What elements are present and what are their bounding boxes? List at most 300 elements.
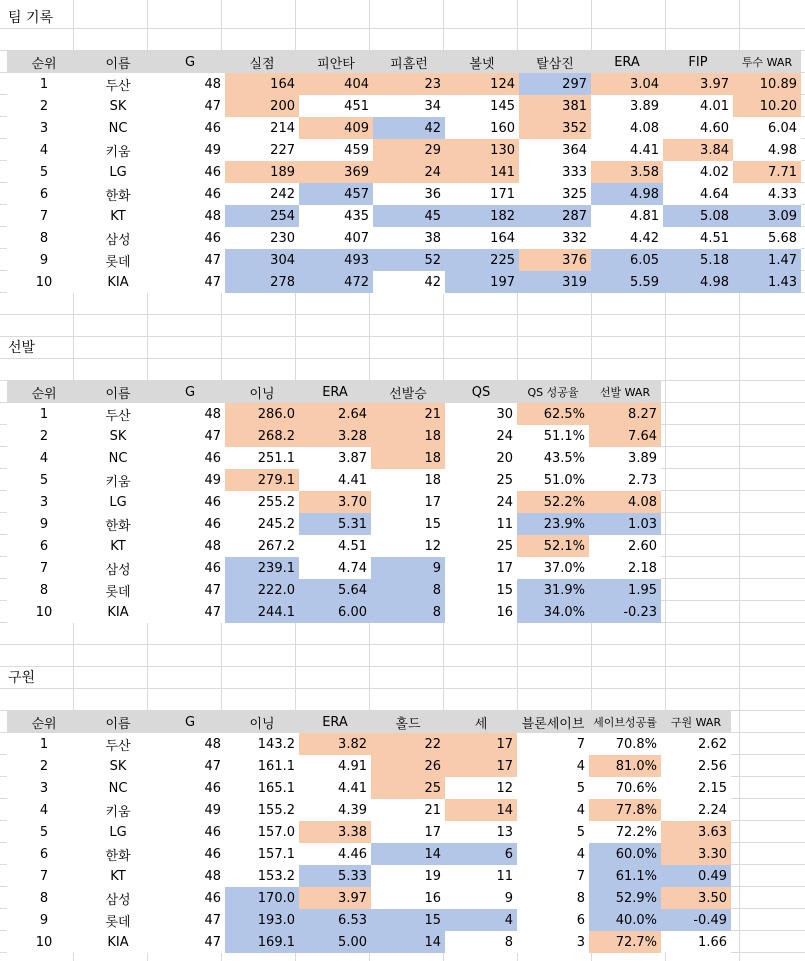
stat-cell[interactable]: 61.1% [589, 865, 661, 887]
stat-cell[interactable]: 2.62 [661, 733, 731, 755]
stat-cell[interactable]: 47 [155, 425, 225, 447]
team-name-cell[interactable]: 키움 [81, 139, 155, 161]
stat-cell[interactable]: -0.49 [661, 909, 731, 931]
stat-cell[interactable]: 47 [155, 249, 225, 271]
stat-cell[interactable]: 8 [371, 601, 445, 623]
rank-cell[interactable]: 9 [7, 513, 81, 535]
column-header[interactable]: ERA [299, 711, 371, 733]
team-name-cell[interactable]: 삼성 [81, 887, 155, 909]
stat-cell[interactable]: 225 [445, 249, 519, 271]
stat-cell[interactable]: 19 [371, 865, 445, 887]
stat-cell[interactable]: 46 [155, 821, 225, 843]
stat-cell[interactable]: 1.95 [589, 579, 661, 601]
stat-cell[interactable]: 364 [519, 139, 591, 161]
team-name-cell[interactable]: SK [81, 425, 155, 447]
stat-cell[interactable]: 297 [519, 73, 591, 95]
rank-cell[interactable]: 8 [7, 579, 81, 601]
stat-cell[interactable]: 49 [155, 469, 225, 491]
stat-cell[interactable]: 457 [299, 183, 373, 205]
team-name-cell[interactable]: SK [81, 95, 155, 117]
stat-cell[interactable]: 40.0% [589, 909, 661, 931]
stat-cell[interactable]: 404 [299, 73, 373, 95]
column-header[interactable]: 볼넷 [445, 51, 519, 73]
column-header[interactable]: 선발 WAR [589, 381, 661, 403]
team-name-cell[interactable]: KIA [81, 931, 155, 953]
stat-cell[interactable]: 47 [155, 931, 225, 953]
column-header[interactable]: ERA [299, 381, 371, 403]
stat-cell[interactable]: 255.2 [225, 491, 299, 513]
stat-cell[interactable]: 409 [299, 117, 373, 139]
stat-cell[interactable]: 4.41 [299, 777, 371, 799]
stat-cell[interactable]: 278 [225, 271, 299, 293]
stat-cell[interactable]: 15 [371, 513, 445, 535]
rank-cell[interactable]: 10 [7, 931, 81, 953]
stat-cell[interactable]: 157.1 [225, 843, 299, 865]
stat-cell[interactable]: 4.02 [663, 161, 733, 183]
column-header[interactable]: 실점 [225, 51, 299, 73]
stat-cell[interactable]: 15 [445, 579, 517, 601]
stat-cell[interactable]: 47 [155, 601, 225, 623]
stat-cell[interactable]: 18 [371, 447, 445, 469]
stat-cell[interactable]: 3.89 [591, 95, 663, 117]
stat-cell[interactable]: 5 [517, 777, 589, 799]
stat-cell[interactable]: 29 [373, 139, 445, 161]
stat-cell[interactable]: 12 [371, 535, 445, 557]
column-header[interactable]: 이름 [81, 51, 155, 73]
stat-cell[interactable]: 13 [445, 821, 517, 843]
stat-cell[interactable]: 254 [225, 205, 299, 227]
stat-cell[interactable]: 72.7% [589, 931, 661, 953]
stat-cell[interactable]: 4 [517, 755, 589, 777]
team-name-cell[interactable]: LG [81, 821, 155, 843]
stat-cell[interactable]: 23 [373, 73, 445, 95]
stat-cell[interactable]: 4.98 [591, 183, 663, 205]
stat-cell[interactable]: 45 [373, 205, 445, 227]
rank-cell[interactable]: 10 [7, 271, 81, 293]
rank-cell[interactable]: 3 [7, 117, 81, 139]
rank-cell[interactable]: 4 [7, 799, 81, 821]
stat-cell[interactable]: 325 [519, 183, 591, 205]
stat-cell[interactable]: 3.50 [661, 887, 731, 909]
stat-cell[interactable]: 6.05 [591, 249, 663, 271]
stat-cell[interactable]: 42 [373, 117, 445, 139]
stat-cell[interactable]: 4.64 [663, 183, 733, 205]
stat-cell[interactable]: 3.97 [299, 887, 371, 909]
stat-cell[interactable]: 46 [155, 887, 225, 909]
team-name-cell[interactable]: SK [81, 755, 155, 777]
stat-cell[interactable]: 6 [445, 843, 517, 865]
stat-cell[interactable]: 4.42 [591, 227, 663, 249]
stat-cell[interactable]: 5.68 [733, 227, 801, 249]
stat-cell[interactable]: 10.89 [733, 73, 801, 95]
stat-cell[interactable]: 3.70 [299, 491, 371, 513]
stat-cell[interactable]: 9 [371, 557, 445, 579]
stat-cell[interactable]: 3.63 [661, 821, 731, 843]
rank-cell[interactable]: 5 [7, 161, 81, 183]
stat-cell[interactable]: 47 [155, 95, 225, 117]
stat-cell[interactable]: 4 [517, 799, 589, 821]
stat-cell[interactable]: 47 [155, 271, 225, 293]
stat-cell[interactable]: 169.1 [225, 931, 299, 953]
stat-cell[interactable]: 5.64 [299, 579, 371, 601]
column-header[interactable]: G [155, 711, 225, 733]
stat-cell[interactable]: 304 [225, 249, 299, 271]
stat-cell[interactable]: 3.09 [733, 205, 801, 227]
stat-cell[interactable]: 3.87 [299, 447, 371, 469]
stat-cell[interactable]: 7 [517, 865, 589, 887]
stat-cell[interactable]: 130 [445, 139, 519, 161]
stat-cell[interactable]: 251.1 [225, 447, 299, 469]
stat-cell[interactable]: 2.56 [661, 755, 731, 777]
stat-cell[interactable]: 4.39 [299, 799, 371, 821]
rank-cell[interactable]: 7 [7, 865, 81, 887]
stat-cell[interactable]: 4.41 [299, 469, 371, 491]
column-header[interactable]: 투수 WAR [733, 51, 801, 73]
stat-cell[interactable]: 6.00 [299, 601, 371, 623]
stat-cell[interactable]: 4.46 [299, 843, 371, 865]
rank-cell[interactable]: 3 [7, 777, 81, 799]
team-name-cell[interactable]: 롯데 [81, 579, 155, 601]
stat-cell[interactable]: 60.0% [589, 843, 661, 865]
stat-cell[interactable]: 286.0 [225, 403, 299, 425]
column-header[interactable]: 피홈런 [373, 51, 445, 73]
rank-cell[interactable]: 9 [7, 909, 81, 931]
stat-cell[interactable]: 244.1 [225, 601, 299, 623]
stat-cell[interactable]: 17 [371, 821, 445, 843]
stat-cell[interactable]: 48 [155, 733, 225, 755]
stat-cell[interactable]: 4.08 [589, 491, 661, 513]
stat-cell[interactable]: 7.64 [589, 425, 661, 447]
stat-cell[interactable]: 6.04 [733, 117, 801, 139]
rank-cell[interactable]: 7 [7, 205, 81, 227]
stat-cell[interactable]: 48 [155, 73, 225, 95]
stat-cell[interactable]: 24 [445, 425, 517, 447]
stat-cell[interactable]: 20 [445, 447, 517, 469]
column-header[interactable]: 탈삼진 [519, 51, 591, 73]
stat-cell[interactable]: 4.81 [591, 205, 663, 227]
column-header[interactable]: 이닝 [225, 711, 299, 733]
stat-cell[interactable]: 16 [445, 601, 517, 623]
stat-cell[interactable]: 72.2% [589, 821, 661, 843]
stat-cell[interactable]: 8 [517, 887, 589, 909]
stat-cell[interactable]: 31.9% [517, 579, 589, 601]
stat-cell[interactable]: 18 [371, 425, 445, 447]
stat-cell[interactable]: 11 [445, 513, 517, 535]
rank-cell[interactable]: 6 [7, 183, 81, 205]
team-name-cell[interactable]: NC [81, 447, 155, 469]
stat-cell[interactable]: 4.33 [733, 183, 801, 205]
stat-cell[interactable]: 3.97 [663, 73, 733, 95]
stat-cell[interactable]: 245.2 [225, 513, 299, 535]
stat-cell[interactable]: 46 [155, 843, 225, 865]
column-header[interactable]: 선발승 [371, 381, 445, 403]
stat-cell[interactable]: 182 [445, 205, 519, 227]
stat-cell[interactable]: -0.23 [589, 601, 661, 623]
stat-cell[interactable]: 21 [371, 403, 445, 425]
stat-cell[interactable]: 8 [371, 579, 445, 601]
stat-cell[interactable]: 34 [373, 95, 445, 117]
stat-cell[interactable]: 47 [155, 755, 225, 777]
stat-cell[interactable]: 17 [445, 755, 517, 777]
stat-cell[interactable]: 26 [371, 755, 445, 777]
stat-cell[interactable]: 3.84 [663, 139, 733, 161]
stat-cell[interactable]: 5.31 [299, 513, 371, 535]
stat-cell[interactable]: 189 [225, 161, 299, 183]
stat-cell[interactable]: 3.30 [661, 843, 731, 865]
stat-cell[interactable]: 49 [155, 139, 225, 161]
stat-cell[interactable]: 17 [371, 491, 445, 513]
team-name-cell[interactable]: 한화 [81, 183, 155, 205]
team-name-cell[interactable]: 한화 [81, 843, 155, 865]
stat-cell[interactable]: 48 [155, 403, 225, 425]
column-header[interactable]: G [155, 381, 225, 403]
stat-cell[interactable]: 22 [371, 733, 445, 755]
stat-cell[interactable]: 42 [373, 271, 445, 293]
column-header[interactable]: 블론세이브 [517, 711, 589, 733]
stat-cell[interactable]: 6.53 [299, 909, 371, 931]
stat-cell[interactable]: 4 [445, 909, 517, 931]
stat-cell[interactable]: 51.0% [517, 469, 589, 491]
stat-cell[interactable]: 145 [445, 95, 519, 117]
stat-cell[interactable]: 319 [519, 271, 591, 293]
stat-cell[interactable]: 3.58 [591, 161, 663, 183]
stat-cell[interactable]: 267.2 [225, 535, 299, 557]
stat-cell[interactable]: 46 [155, 557, 225, 579]
stat-cell[interactable]: 6 [517, 909, 589, 931]
team-name-cell[interactable]: 두산 [81, 403, 155, 425]
column-header[interactable]: 이닝 [225, 381, 299, 403]
stat-cell[interactable]: 333 [519, 161, 591, 183]
stat-cell[interactable]: 124 [445, 73, 519, 95]
stat-cell[interactable]: 0.49 [661, 865, 731, 887]
stat-cell[interactable]: 222.0 [225, 579, 299, 601]
stat-cell[interactable]: 9 [445, 887, 517, 909]
stat-cell[interactable]: 48 [155, 535, 225, 557]
stat-cell[interactable]: 24 [445, 491, 517, 513]
rank-cell[interactable]: 3 [7, 491, 81, 513]
team-name-cell[interactable]: KT [81, 865, 155, 887]
column-header[interactable]: 순위 [7, 381, 81, 403]
column-header[interactable]: 세 [445, 711, 517, 733]
team-name-cell[interactable]: KIA [81, 271, 155, 293]
column-header[interactable]: G [155, 51, 225, 73]
stat-cell[interactable]: 5.00 [299, 931, 371, 953]
stat-cell[interactable]: 153.2 [225, 865, 299, 887]
stat-cell[interactable]: 14 [371, 931, 445, 953]
stat-cell[interactable]: 47 [155, 909, 225, 931]
stat-cell[interactable]: 7 [517, 733, 589, 755]
rank-cell[interactable]: 8 [7, 227, 81, 249]
stat-cell[interactable]: 164 [445, 227, 519, 249]
team-name-cell[interactable]: 삼성 [81, 557, 155, 579]
stat-cell[interactable]: 352 [519, 117, 591, 139]
stat-cell[interactable]: 2.24 [661, 799, 731, 821]
stat-cell[interactable]: 37.0% [517, 557, 589, 579]
stat-cell[interactable]: 23.9% [517, 513, 589, 535]
stat-cell[interactable]: 3.89 [589, 447, 661, 469]
stat-cell[interactable]: 48 [155, 865, 225, 887]
stat-cell[interactable]: 15 [371, 909, 445, 931]
column-header[interactable]: 세이브성공률 [589, 711, 661, 733]
stat-cell[interactable]: 1.47 [733, 249, 801, 271]
team-name-cell[interactable]: 두산 [81, 733, 155, 755]
stat-cell[interactable]: 70.6% [589, 777, 661, 799]
stat-cell[interactable]: 407 [299, 227, 373, 249]
rank-cell[interactable]: 7 [7, 557, 81, 579]
rank-cell[interactable]: 1 [7, 73, 81, 95]
stat-cell[interactable]: 4.91 [299, 755, 371, 777]
rank-cell[interactable]: 6 [7, 843, 81, 865]
stat-cell[interactable]: 46 [155, 117, 225, 139]
stat-cell[interactable]: 4.98 [733, 139, 801, 161]
stat-cell[interactable]: 34.0% [517, 601, 589, 623]
stat-cell[interactable]: 197 [445, 271, 519, 293]
team-name-cell[interactable]: NC [81, 777, 155, 799]
rank-cell[interactable]: 6 [7, 535, 81, 557]
stat-cell[interactable]: 5.08 [663, 205, 733, 227]
column-header[interactable]: 구원 WAR [661, 711, 731, 733]
stat-cell[interactable]: 77.8% [589, 799, 661, 821]
stat-cell[interactable]: 70.8% [589, 733, 661, 755]
stat-cell[interactable]: 3.38 [299, 821, 371, 843]
stat-cell[interactable]: 5.33 [299, 865, 371, 887]
stat-cell[interactable]: 14 [371, 843, 445, 865]
stat-cell[interactable]: 52.1% [517, 535, 589, 557]
stat-cell[interactable]: 214 [225, 117, 299, 139]
rank-cell[interactable]: 2 [7, 755, 81, 777]
stat-cell[interactable]: 5 [517, 821, 589, 843]
team-name-cell[interactable]: KT [81, 535, 155, 557]
team-name-cell[interactable]: 롯데 [81, 909, 155, 931]
stat-cell[interactable]: 279.1 [225, 469, 299, 491]
column-header[interactable]: 순위 [7, 51, 81, 73]
team-name-cell[interactable]: 두산 [81, 73, 155, 95]
stat-cell[interactable]: 3.82 [299, 733, 371, 755]
stat-cell[interactable]: 164 [225, 73, 299, 95]
stat-cell[interactable]: 493 [299, 249, 373, 271]
stat-cell[interactable]: 155.2 [225, 799, 299, 821]
rank-cell[interactable]: 4 [7, 447, 81, 469]
stat-cell[interactable]: 17 [445, 733, 517, 755]
stat-cell[interactable]: 24 [373, 161, 445, 183]
stat-cell[interactable]: 25 [371, 777, 445, 799]
team-name-cell[interactable]: KIA [81, 601, 155, 623]
stat-cell[interactable]: 4.74 [299, 557, 371, 579]
stat-cell[interactable]: 171 [445, 183, 519, 205]
stat-cell[interactable]: 143.2 [225, 733, 299, 755]
stat-cell[interactable]: 18 [371, 469, 445, 491]
stat-cell[interactable]: 4.41 [591, 139, 663, 161]
team-name-cell[interactable]: 키움 [81, 469, 155, 491]
column-header[interactable]: 이름 [81, 381, 155, 403]
stat-cell[interactable]: 5.18 [663, 249, 733, 271]
team-name-cell[interactable]: 롯데 [81, 249, 155, 271]
stat-cell[interactable]: 2.73 [589, 469, 661, 491]
stat-cell[interactable]: 227 [225, 139, 299, 161]
stat-cell[interactable]: 332 [519, 227, 591, 249]
stat-cell[interactable]: 8 [445, 931, 517, 953]
stat-cell[interactable]: 25 [445, 535, 517, 557]
team-name-cell[interactable]: LG [81, 491, 155, 513]
stat-cell[interactable]: 8.27 [589, 403, 661, 425]
rank-cell[interactable]: 1 [7, 733, 81, 755]
stat-cell[interactable]: 62.5% [517, 403, 589, 425]
stat-cell[interactable]: 2.64 [299, 403, 371, 425]
column-header[interactable]: 홀드 [371, 711, 445, 733]
stat-cell[interactable]: 165.1 [225, 777, 299, 799]
stat-cell[interactable]: 4.60 [663, 117, 733, 139]
rank-cell[interactable]: 10 [7, 601, 81, 623]
team-name-cell[interactable]: 키움 [81, 799, 155, 821]
stat-cell[interactable]: 11 [445, 865, 517, 887]
stat-cell[interactable]: 30 [445, 403, 517, 425]
stat-cell[interactable]: 49 [155, 799, 225, 821]
stat-cell[interactable]: 21 [371, 799, 445, 821]
stat-cell[interactable]: 17 [445, 557, 517, 579]
stat-cell[interactable]: 435 [299, 205, 373, 227]
stat-cell[interactable]: 451 [299, 95, 373, 117]
stat-cell[interactable]: 381 [519, 95, 591, 117]
team-name-cell[interactable]: KT [81, 205, 155, 227]
stat-cell[interactable]: 459 [299, 139, 373, 161]
rank-cell[interactable]: 5 [7, 469, 81, 491]
stat-cell[interactable]: 369 [299, 161, 373, 183]
stat-cell[interactable]: 1.66 [661, 931, 731, 953]
stat-cell[interactable]: 472 [299, 271, 373, 293]
stat-cell[interactable]: 170.0 [225, 887, 299, 909]
stat-cell[interactable]: 38 [373, 227, 445, 249]
stat-cell[interactable]: 46 [155, 227, 225, 249]
team-name-cell[interactable]: 삼성 [81, 227, 155, 249]
rank-cell[interactable]: 4 [7, 139, 81, 161]
rank-cell[interactable]: 8 [7, 887, 81, 909]
stat-cell[interactable]: 242 [225, 183, 299, 205]
stat-cell[interactable]: 5.59 [591, 271, 663, 293]
stat-cell[interactable]: 3 [517, 931, 589, 953]
stat-cell[interactable]: 51.1% [517, 425, 589, 447]
column-header[interactable]: ERA [591, 51, 663, 73]
stat-cell[interactable]: 287 [519, 205, 591, 227]
stat-cell[interactable]: 52.9% [589, 887, 661, 909]
stat-cell[interactable]: 43.5% [517, 447, 589, 469]
stat-cell[interactable]: 1.43 [733, 271, 801, 293]
stat-cell[interactable]: 46 [155, 447, 225, 469]
stat-cell[interactable]: 4.01 [663, 95, 733, 117]
stat-cell[interactable]: 3.28 [299, 425, 371, 447]
team-name-cell[interactable]: NC [81, 117, 155, 139]
stat-cell[interactable]: 47 [155, 579, 225, 601]
stat-cell[interactable]: 10.20 [733, 95, 801, 117]
team-name-cell[interactable]: 한화 [81, 513, 155, 535]
rank-cell[interactable]: 1 [7, 403, 81, 425]
stat-cell[interactable]: 46 [155, 491, 225, 513]
stat-cell[interactable]: 52 [373, 249, 445, 271]
stat-cell[interactable]: 3.04 [591, 73, 663, 95]
stat-cell[interactable]: 7.71 [733, 161, 801, 183]
column-header[interactable]: 피안타 [299, 51, 373, 73]
team-name-cell[interactable]: LG [81, 161, 155, 183]
stat-cell[interactable]: 2.60 [589, 535, 661, 557]
stat-cell[interactable]: 36 [373, 183, 445, 205]
stat-cell[interactable]: 4.51 [299, 535, 371, 557]
stat-cell[interactable]: 4.98 [663, 271, 733, 293]
stat-cell[interactable]: 4 [517, 843, 589, 865]
stat-cell[interactable]: 161.1 [225, 755, 299, 777]
stat-cell[interactable]: 48 [155, 205, 225, 227]
stat-cell[interactable]: 230 [225, 227, 299, 249]
column-header[interactable]: FIP [663, 51, 733, 73]
rank-cell[interactable]: 5 [7, 821, 81, 843]
